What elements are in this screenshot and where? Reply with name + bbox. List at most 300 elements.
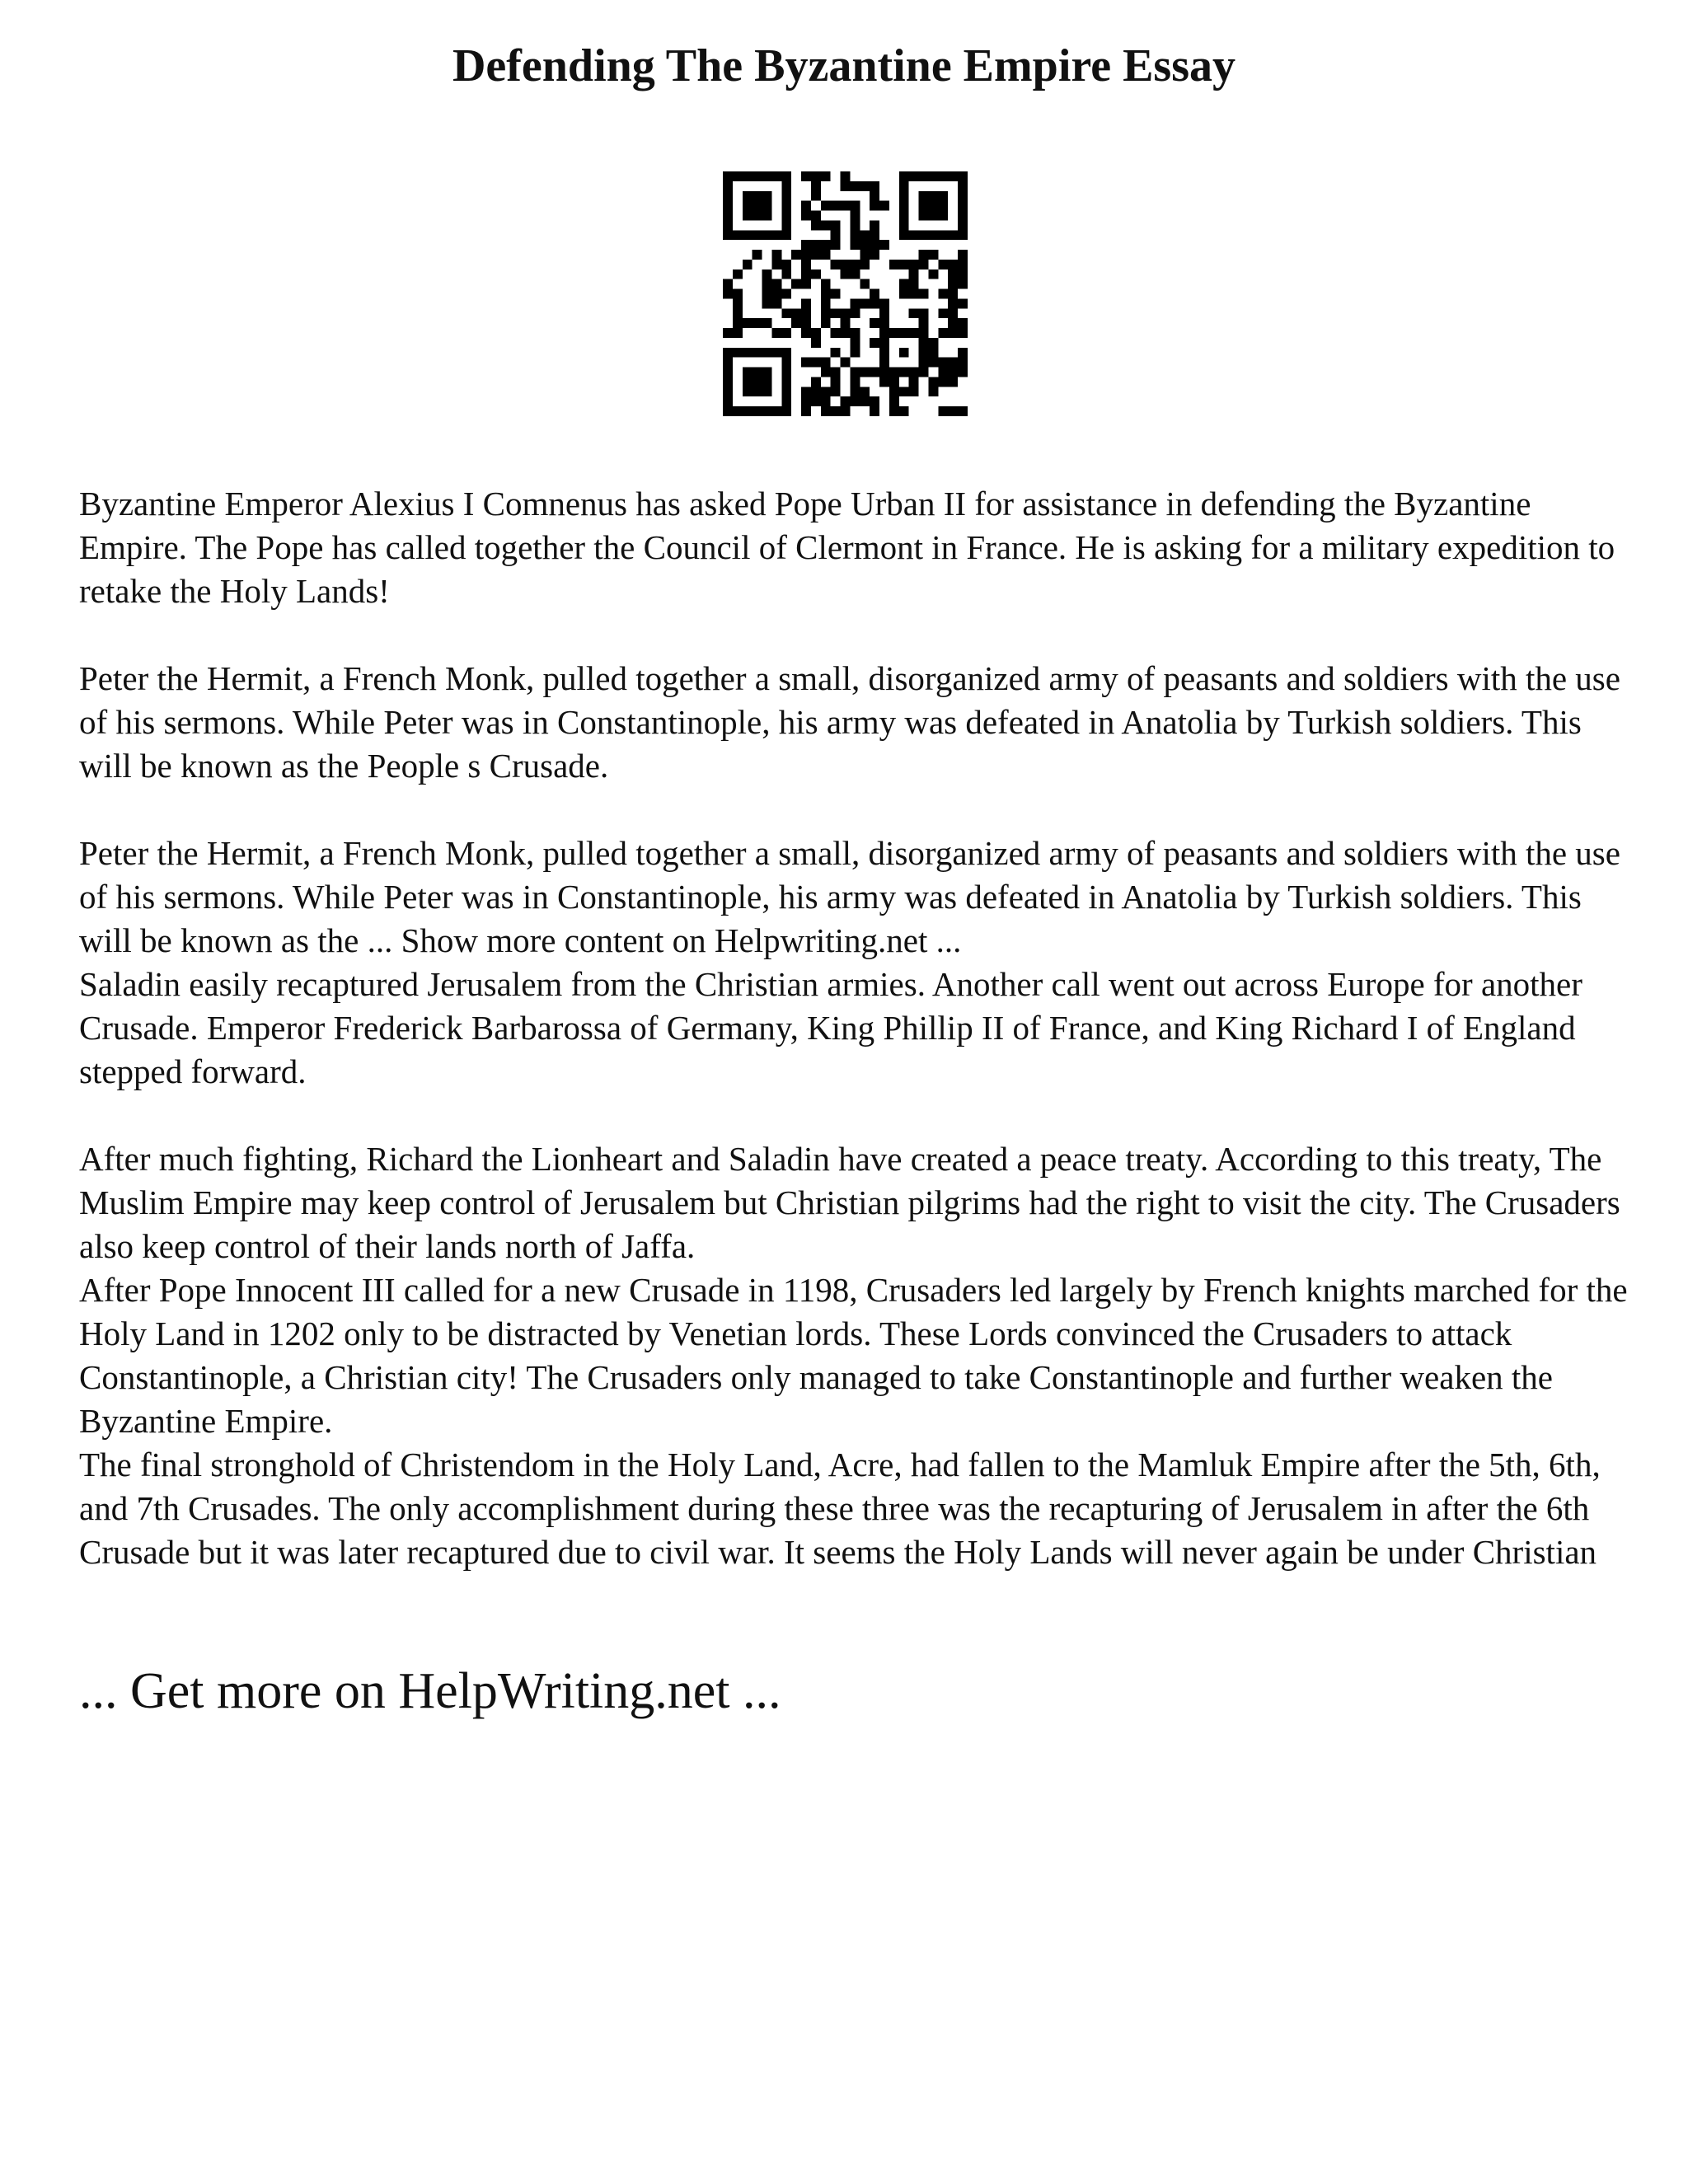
qr-module [753,318,762,328]
qr-module [753,171,762,181]
qr-module [870,181,879,191]
qr-module [781,171,791,181]
qr-module [743,387,753,396]
qr-module [801,328,811,338]
qr-module [771,230,781,240]
qr-module [850,230,860,240]
qr-module [948,308,958,318]
qr-module [919,289,929,299]
qr-module [801,211,811,221]
qr-module [928,338,938,348]
qr-module [781,406,791,416]
qr-module [781,308,791,318]
qr-module [771,250,781,260]
qr-module [879,308,889,318]
qr-module [938,358,948,368]
qr-module [791,279,801,289]
qr-module [919,358,929,368]
qr-module [850,269,860,279]
qr-module [723,358,733,368]
qr-module [781,260,791,269]
qr-module [831,201,841,211]
qr-module [821,396,831,406]
qr-module [958,279,968,289]
qr-module [801,240,811,250]
qr-module [743,230,753,240]
qr-module [958,250,968,260]
qr-module [928,211,938,221]
qr-module [958,406,968,416]
qr-module [753,201,762,211]
qr-module [771,279,781,289]
qr-module [811,396,821,406]
qr-module [841,328,851,338]
qr-module [801,250,811,260]
qr-module [899,201,909,211]
qr-module [811,387,821,396]
qr-module [889,260,899,269]
qr-module [958,211,968,221]
qr-module [743,377,753,387]
qr-module [821,358,831,368]
qr-module [723,279,733,289]
qr-module [723,201,733,211]
qr-module [958,358,968,368]
qr-module [771,328,781,338]
qr-module [909,368,919,377]
qr-module [899,211,909,221]
qr-module [919,171,929,181]
qr-module [771,171,781,181]
qr-module [879,368,889,377]
qr-module [733,406,743,416]
qr-module [919,318,929,328]
qr-module [958,230,968,240]
qr-module [879,201,889,211]
qr-module [919,328,929,338]
qr-module [850,240,860,250]
qr-module [958,298,968,308]
qr-module [801,279,811,289]
qr-module [771,260,781,269]
qr-module [938,289,948,299]
qr-module [860,279,870,289]
qr-module [909,377,919,387]
qr-module [860,298,870,308]
qr-module [831,289,841,299]
qr-module [850,348,860,358]
qr-module [762,191,772,201]
qr-module [753,191,762,201]
qr-module [850,377,860,387]
qr-module [870,230,879,240]
qr-module [723,220,733,230]
qr-module [811,171,821,181]
qr-module [860,368,870,377]
qr-module [743,171,753,181]
qr-module [919,308,929,318]
qr-module [879,298,889,308]
qr-module [899,289,909,299]
qr-module [801,260,811,269]
qr-module [771,348,781,358]
qr-module [879,328,889,338]
qr-module [762,318,772,328]
qr-module [958,201,968,211]
qr-module [860,230,870,240]
qr-module [948,279,958,289]
qr-module [723,230,733,240]
qr-module [743,211,753,221]
qr-module [762,279,772,289]
qr-module [811,358,821,368]
qr-module [850,368,860,377]
qr-module [860,240,870,250]
qr-module [850,308,860,318]
qr-module [919,191,929,201]
qr-module [762,368,772,377]
qr-module [743,260,753,269]
qr-module [781,230,791,240]
qr-module [948,358,958,368]
qr-module [948,377,958,387]
qr-module [811,250,821,260]
qr-module [723,396,733,406]
qr-module [948,298,958,308]
qr-module [743,201,753,211]
qr-module [781,269,791,279]
qr-module [899,279,909,289]
qr-module [879,338,889,348]
qr-module [958,171,968,181]
qr-module [879,240,889,250]
qr-module [841,269,851,279]
qr-module [841,396,851,406]
qr-module [948,230,958,240]
qr-module [723,289,733,299]
qr-module [850,387,860,396]
qr-module [723,368,733,377]
qr-module [841,318,851,328]
qr-module [850,328,860,338]
qr-module [821,406,831,416]
qr-module [928,191,938,201]
qr-module [733,171,743,181]
qr-module [948,260,958,269]
qr-module [958,191,968,201]
qr-module [938,260,948,269]
qr-module [821,220,831,230]
qr-module [889,396,899,406]
qr-module [723,348,733,358]
qr-module [781,328,791,338]
qr-module [870,289,879,299]
qr-module [928,269,938,279]
qr-module [743,368,753,377]
qr-module [733,348,743,358]
paragraph: After Pope Innocent III called for a new Crusade in 1198, Crusaders led largely by French knights marched for the Holy Land in 1202 only to be distracted by Venetian lords. These Lords convinced the Crusaders to attack Constantinople, a Christian city! The Crusaders only managed to take Constantinople and further weaken the Byzantine Empire. [79,1271,1628,1440]
qr-module [781,191,791,201]
qr-module [928,358,938,368]
qr-module [938,308,948,318]
qr-module [781,368,791,377]
qr-module [791,308,801,318]
qr-module [928,230,938,240]
qr-module [781,348,791,358]
qr-module [762,289,772,299]
qr-module [791,250,801,260]
qr-module [879,348,889,358]
qr-module [948,318,958,328]
qr-module [938,377,948,387]
qr-module [919,250,929,260]
qr-module [919,260,929,269]
qr-module [958,269,968,279]
qr-module [723,211,733,221]
qr-module [899,220,909,230]
qr-module [801,171,811,181]
qr-module [831,308,841,318]
qr-module [821,201,831,211]
qr-module [928,377,938,387]
qr-module [928,250,938,260]
qr-module [801,358,811,368]
get-more-link[interactable]: ... Get more on HelpWriting.net ... [79,1663,781,1719]
qr-module [723,387,733,396]
qr-module [811,338,821,348]
qr-module [958,318,968,328]
qr-module [928,171,938,181]
qr-code-graphic [723,171,968,416]
qr-module [879,358,889,368]
qr-module [762,377,772,387]
qr-module [870,318,879,328]
qr-module [753,230,762,240]
qr-module [831,406,841,416]
qr-module [948,289,958,299]
qr-module [733,318,743,328]
qr-module [771,298,781,308]
qr-module [801,201,811,211]
paragraph: The final stronghold of Christendom in the Holy Land, Acre, had fallen to the Mamluk Empire after the 5th, 6th, and 7th Crusades. The only accomplishment during these three was the recapturing of Jerusalem in after the 6th Crusade but it was later recaptured due to civil war. It seems the Holy Lands will never again be under Christian [79,1446,1601,1571]
qr-module [909,171,919,181]
qr-module [811,181,821,191]
qr-module [781,387,791,396]
qr-module [958,260,968,269]
qr-module [733,269,743,279]
qr-module [909,230,919,240]
qr-module [781,289,791,299]
qr-module [899,171,909,181]
qr-module [938,201,948,211]
qr-module [919,230,929,240]
qr-module [850,338,860,348]
qr-module [850,298,860,308]
qr-module [879,318,889,328]
qr-module [919,211,929,221]
qr-module [831,328,841,338]
qr-module [938,191,948,201]
qr-module [781,211,791,221]
qr-module [909,289,919,299]
qr-module [870,191,879,201]
qr-module [831,220,841,230]
qr-module [899,181,909,191]
qr-module [899,406,909,416]
qr-module [801,406,811,416]
qr-module [821,387,831,396]
qr-module [762,348,772,358]
paragraph: Byzantine Emperor Alexius I Comnenus has asked Pope Urban II for assistance in defending the Byzantine Empire. The Pope has called together the Council of Clermont in France. He is asking for a military expedition to retake the Holy Lands! [79,485,1615,610]
qr-module [811,328,821,338]
qr-module [889,387,899,396]
qr-module [850,181,860,191]
qr-module [928,201,938,211]
qr-module [821,250,831,260]
qr-module [811,377,821,387]
qr-module [821,240,831,250]
qr-module [831,230,841,240]
qr-module [909,269,919,279]
qr-code-icon[interactable] [723,171,968,416]
qr-module [928,387,938,396]
qr-module [841,181,851,191]
qr-module [733,230,743,240]
qr-module [958,181,968,191]
qr-module [801,396,811,406]
paragraph: Peter the Hermit, a French Monk, pulled together a small, disorganized army of peasants and soldiers with the use of his sermons. While Peter was in Constantinople, his army was defeated in Anatolia by Turkish soldiers. This will be known as the People s Crusade. [79,659,1620,785]
qr-module [801,387,811,396]
qr-module [821,279,831,289]
qr-module [733,308,743,318]
qr-module [841,171,851,181]
qr-module [870,396,879,406]
qr-module [841,406,851,416]
qr-module [938,211,948,221]
qr-module [958,220,968,230]
qr-module [771,289,781,299]
qr-module [762,298,772,308]
qr-module [899,260,909,269]
qr-module [743,348,753,358]
qr-module [753,348,762,358]
qr-module [899,328,909,338]
qr-module [743,318,753,328]
qr-module [762,269,772,279]
qr-module [909,260,919,269]
qr-module [909,387,919,396]
qr-module [889,377,899,387]
qr-module [781,377,791,387]
qr-module [850,396,860,406]
qr-module [821,171,831,181]
qr-module [821,298,831,308]
qr-module [948,171,958,181]
qr-module [733,298,743,308]
qr-module [958,348,968,358]
qr-module [850,260,860,269]
qr-module [850,201,860,211]
qr-module [733,328,743,338]
qr-module [919,338,929,348]
qr-module [938,230,948,240]
qr-module [781,220,791,230]
qr-module [909,328,919,338]
qr-module [948,269,958,279]
qr-module [841,201,851,211]
qr-module [919,368,929,377]
qr-module [831,368,841,377]
qr-module [899,191,909,201]
qr-module [762,387,772,396]
essay-body [79,482,1629,1574]
qr-module [919,348,929,358]
qr-module [811,269,821,279]
qr-module [723,377,733,387]
qr-module [753,377,762,387]
qr-module [811,211,821,221]
qr-module [791,318,801,328]
qr-module [928,348,938,358]
qr-module [948,368,958,377]
page-title: Defending The Byzantine Empire Essay [452,40,1236,91]
qr-module [762,171,772,181]
qr-module [723,171,733,181]
qr-module [909,308,919,318]
qr-module [762,201,772,211]
paragraph: After much fighting, Richard the Lionheart and Saladin have created a peace treaty. According to this treaty, The Muslim Empire may keep control of Jerusalem but Christian pilgrims had the right to visit the city. The Crusaders also keep control of their lands north of Jaffa. [79,1140,1620,1265]
qr-module [831,260,841,269]
qr-module [771,406,781,416]
qr-module [860,387,870,396]
qr-module [899,230,909,240]
qr-module [781,358,791,368]
qr-module [899,348,909,358]
qr-module [753,368,762,377]
qr-module [831,377,841,387]
qr-module [821,308,831,318]
qr-module [938,171,948,181]
qr-module [899,368,909,377]
qr-module [762,230,772,240]
qr-module [831,348,841,358]
qr-module [958,368,968,377]
qr-module [938,328,948,338]
qr-module [860,260,870,269]
qr-module [811,240,821,250]
qr-module [870,201,879,211]
qr-module [841,308,851,318]
qr-module [723,181,733,191]
qr-module [860,181,870,191]
qr-module [870,220,879,230]
qr-module [850,220,860,230]
qr-module [821,368,831,377]
qr-module [753,406,762,416]
qr-module [889,328,899,338]
qr-module [870,368,879,377]
qr-module [841,260,851,269]
qr-module [841,358,851,368]
qr-module [831,240,841,250]
qr-module [781,396,791,406]
qr-module [801,318,811,328]
qr-module [801,298,811,308]
qr-module [889,368,899,377]
qr-module [753,250,762,260]
qr-module [801,269,811,279]
qr-module [831,387,841,396]
